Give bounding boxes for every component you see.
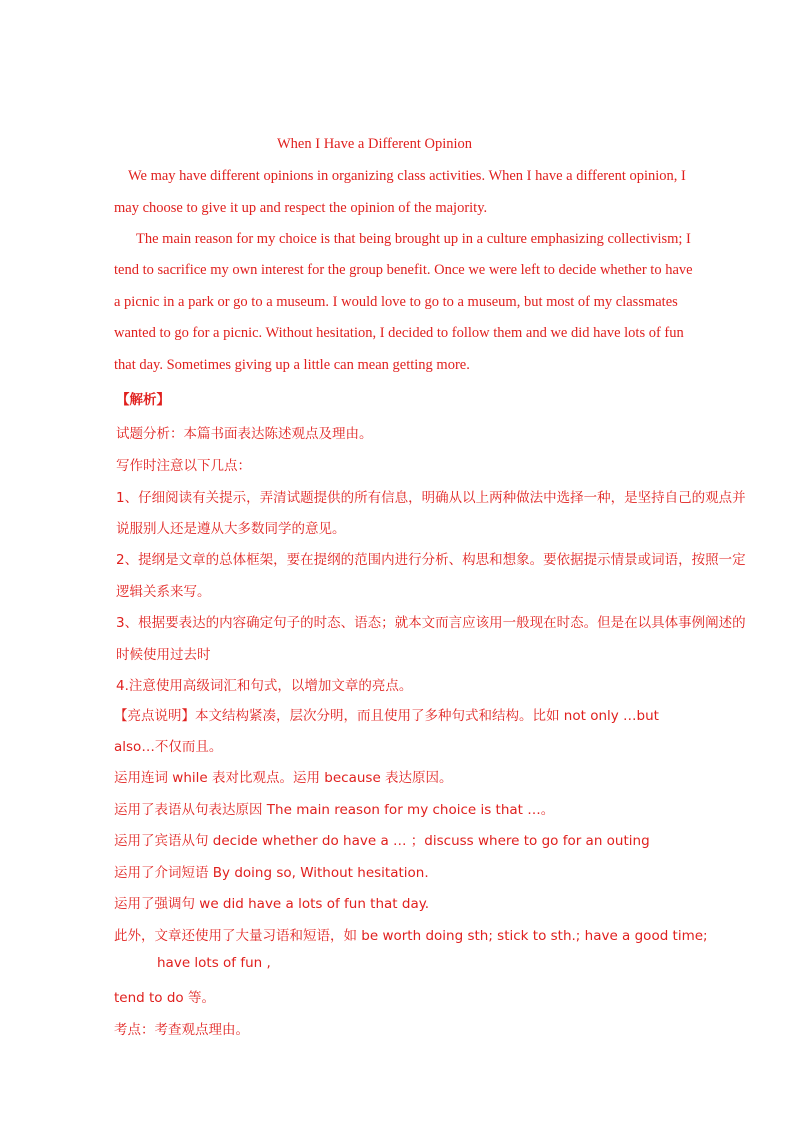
analysis-line: 2、提纲是文章的总体框架，要在提纲的范围内进行分析、构思和想象。要依据提示情景或词语，按照一定 bbox=[116, 552, 746, 568]
essay-line: The main reason for my choice is that being brought up in a culture emphasizing collectivism; I bbox=[136, 231, 691, 247]
essay-line: wanted to go for a picnic. Without hesitation, I decided to follow them and we did have lots of fun bbox=[114, 325, 684, 341]
analysis-line: 说服别人还是遵从大多数同学的意见。 bbox=[116, 521, 346, 537]
essay-line: We may have different opinions in organizing class activities. When I have a different opinion, I bbox=[128, 168, 686, 184]
analysis-line: 逻辑关系来写。 bbox=[116, 584, 211, 600]
analysis-line: 写作时注意以下几点： bbox=[116, 458, 251, 474]
highlight-line: tend to do 等。 bbox=[114, 990, 215, 1006]
highlight-line: 运用了介词短语 By doing so, Without hesitation. bbox=[114, 865, 429, 881]
highlight-line: 考点：考查观点理由。 bbox=[114, 1022, 249, 1038]
essay-line: that day. Sometimes giving up a little can mean getting more. bbox=[114, 357, 470, 373]
highlight-line: have lots of fun , bbox=[157, 955, 271, 971]
highlight-line: also…不仅而且。 bbox=[114, 739, 223, 755]
essay-line: may choose to give it up and respect the opinion of the majority. bbox=[114, 200, 488, 216]
highlight-line: 运用了表语从句表达原因 The main reason for my choice is that …。 bbox=[114, 802, 555, 818]
analysis-line: 3、根据要表达的内容确定句子的时态、语态；就本文而言应该用一般现在时态。但是在以具体事例阐述的 bbox=[116, 615, 746, 631]
highlight-line: 运用了宾语从句 decide whether do have a … ；discuss where to go for an outing bbox=[114, 833, 650, 849]
analysis-line: 试题分析：本篇书面表达陈述观点及理由。 bbox=[116, 426, 373, 442]
highlight-line: 此外，文章还使用了大量习语和短语，如 be worth doing sth; stick to sth.; have a good time; bbox=[114, 928, 708, 944]
analysis-heading: 【解析】 bbox=[116, 392, 170, 408]
essay-line: a picnic in a park or go to a museum. I would love to go to a museum, but most of my classmates bbox=[114, 294, 678, 310]
highlight-line: 【亮点说明】本文结构紧凑，层次分明，而且使用了多种句式和结构。比如 not only …but bbox=[114, 708, 659, 724]
highlight-line: 运用连词 while 表对比观点。运用 because 表达原因。 bbox=[114, 770, 453, 786]
analysis-line: 时候使用过去时 bbox=[116, 647, 211, 663]
essay-line: tend to sacrifice my own interest for the group benefit. Once we were left to decide whether to have bbox=[114, 262, 693, 278]
essay-title: When I Have a Different Opinion bbox=[277, 136, 473, 152]
analysis-line: 1、仔细阅读有关提示，弄清试题提供的所有信息，明确从以上两种做法中选择一种，是坚持自己的观点并 bbox=[116, 490, 746, 506]
analysis-line: 4.注意使用高级词汇和句式，以增加文章的亮点。 bbox=[116, 678, 413, 694]
highlight-line: 运用了强调句 we did have a lots of fun that day. bbox=[114, 896, 430, 912]
